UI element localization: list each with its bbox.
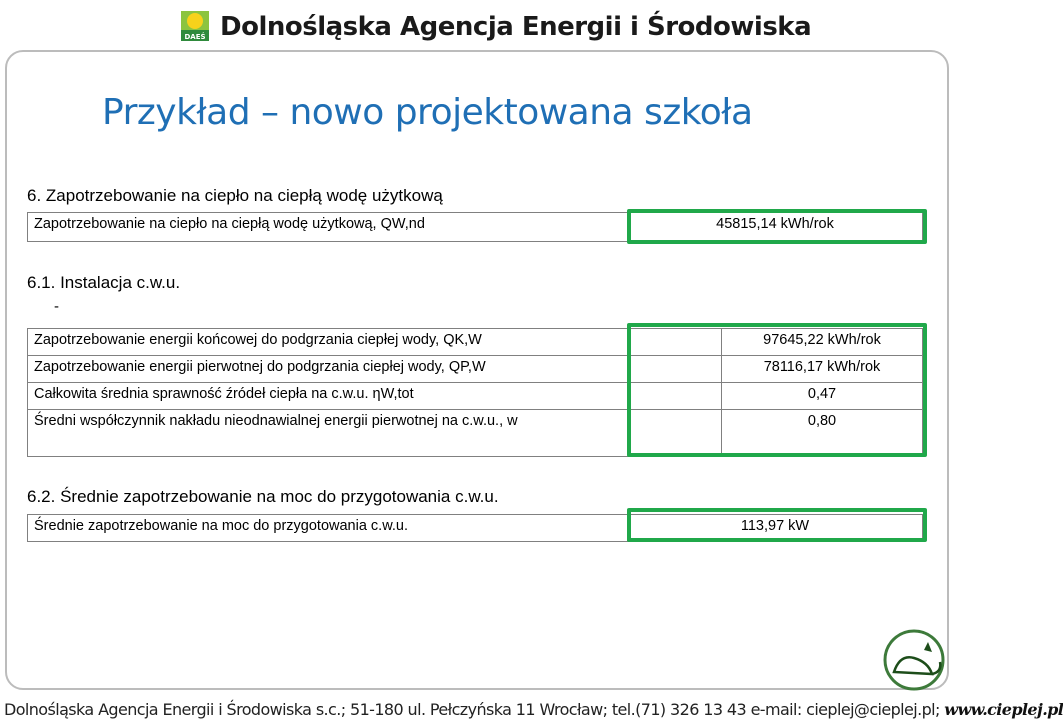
section-6-1-heading: 6.1. Instalacja c.w.u. [27, 273, 181, 292]
organization-name: Dolnośląska Agencja Energii i Środowiska [220, 12, 812, 42]
section-6-2-heading: 6.2. Średnie zapotrzebowanie na moc do przygotowania c.w.u. [27, 487, 499, 506]
highlight-box [627, 323, 927, 457]
row-label: Całkowita średnia sprawność źródeł ciepła na c.w.u. ηW,tot [28, 383, 722, 410]
page-header [0, 0, 960, 48]
footer-address: Dolnośląska Agencja Energii i Środowiska s.c.; 51-180 ul. Pełczyńska 11 Wrocław; tel.(71) 326 13 43 e-mail: cieplej@cieplej.pl; [4, 700, 940, 719]
row-value: 0,80 [722, 410, 923, 457]
row-label: Zapotrzebowanie energii pierwotnej do podgrzania ciepłej wody, QP,W [28, 356, 722, 383]
daes-logo-icon [180, 10, 210, 42]
logo-text: DAEŚ [184, 33, 206, 41]
dash-text: - [54, 298, 59, 315]
row-value: 0,47 [722, 383, 923, 410]
footer-contact [4, 700, 1063, 719]
row-label: Średni współczynnik nakładu nieodnawialnej energii pierwotnej na c.w.u., w [28, 410, 722, 457]
row-label: Średnie zapotrzebowanie na moc do przygotowania c.w.u. [28, 515, 628, 542]
row-label: Zapotrzebowanie energii końcowej do podgrzania ciepłej wody, QK,W [28, 329, 722, 356]
cieplej-cat-logo-icon [880, 628, 952, 692]
row-value: 45815,14 kWh/rok [628, 213, 923, 242]
row-label: Zapotrzebowanie na ciepło na ciepłą wodę użytkową, QW,nd [28, 213, 628, 242]
row-value: 97645,22 kWh/rok [722, 329, 923, 356]
highlight-box [627, 209, 927, 244]
footer-website-link[interactable]: www.cieplej.pl [944, 700, 1063, 719]
section-6-heading: 6. Zapotrzebowanie na ciepło na ciepłą wodę użytkową [27, 186, 443, 205]
row-value: 113,97 kW [628, 515, 923, 542]
page-footer [0, 693, 1063, 726]
row-value: 78116,17 kWh/rok [722, 356, 923, 383]
page-title: Przykład – nowo projektowana szkoła [102, 92, 753, 133]
highlight-box [627, 508, 927, 542]
